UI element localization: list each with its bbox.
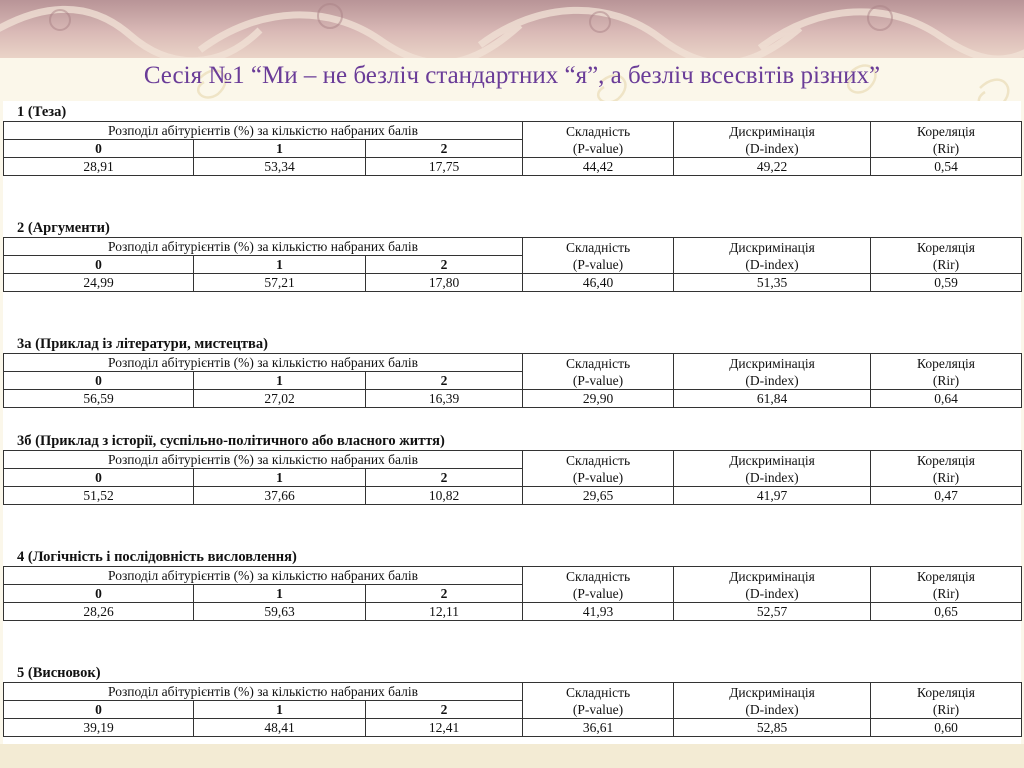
score-1-value: 53,34 bbox=[194, 158, 366, 176]
table-row bbox=[4, 487, 1022, 505]
distribution-header: Розподіл абітурієнтів (%) за кількістю набраних балів bbox=[4, 238, 523, 256]
discrimination-header: Дискримінація (D-index) bbox=[674, 238, 871, 274]
score-2-header: 2 bbox=[366, 469, 523, 487]
table-row bbox=[4, 719, 1022, 737]
correlation-header: Кореляція (Rir) bbox=[871, 122, 1022, 158]
score-1-header: 1 bbox=[194, 701, 366, 719]
score-0-value: 51,52 bbox=[4, 487, 194, 505]
section-1 bbox=[3, 103, 1021, 176]
correlation-header: Кореляція (Rir) bbox=[871, 567, 1022, 603]
decorative-bottom-band bbox=[0, 744, 1024, 768]
section-title: 1 (Теза) bbox=[17, 104, 67, 120]
score-1-value: 48,41 bbox=[194, 719, 366, 737]
distribution-header: Розподіл абітурієнтів (%) за кількістю набраних балів bbox=[4, 354, 523, 372]
discrimination-header: Дискримінація (D-index) bbox=[674, 567, 871, 603]
stats-table bbox=[3, 450, 1022, 505]
correlation-value: 0,64 bbox=[871, 390, 1022, 408]
swirl-pattern-icon bbox=[0, 0, 1024, 58]
score-0-value: 39,19 bbox=[4, 719, 194, 737]
score-1-value: 37,66 bbox=[194, 487, 366, 505]
correlation-value: 0,59 bbox=[871, 274, 1022, 292]
score-1-value: 59,63 bbox=[194, 603, 366, 621]
score-0-header: 0 bbox=[4, 140, 194, 158]
distribution-header: Розподіл абітурієнтів (%) за кількістю набраних балів bbox=[4, 683, 523, 701]
correlation-value: 0,60 bbox=[871, 719, 1022, 737]
decorative-top-band bbox=[0, 0, 1024, 58]
score-2-value: 17,75 bbox=[366, 158, 523, 176]
score-1-value: 27,02 bbox=[194, 390, 366, 408]
section-title: 5 (Висновок) bbox=[17, 665, 101, 681]
section-title: 3б (Приклад з історії, суспільно-політичного або власного життя) bbox=[17, 433, 445, 449]
score-2-value: 12,41 bbox=[366, 719, 523, 737]
stats-table bbox=[3, 682, 1022, 737]
stats-table bbox=[3, 353, 1022, 408]
section-title: 2 (Аргументи) bbox=[17, 220, 110, 236]
statistics-content bbox=[3, 101, 1021, 746]
difficulty-value: 29,90 bbox=[523, 390, 674, 408]
difficulty-header: Складність (P-value) bbox=[523, 567, 674, 603]
distribution-header: Розподіл абітурієнтів (%) за кількістю набраних балів bbox=[4, 122, 523, 140]
score-1-value: 57,21 bbox=[194, 274, 366, 292]
score-2-value: 17,80 bbox=[366, 274, 523, 292]
score-0-value: 24,99 bbox=[4, 274, 194, 292]
score-1-header: 1 bbox=[194, 140, 366, 158]
correlation-value: 0,54 bbox=[871, 158, 1022, 176]
stats-table bbox=[3, 237, 1022, 292]
discrimination-value: 41,97 bbox=[674, 487, 871, 505]
stats-table bbox=[3, 121, 1022, 176]
difficulty-value: 36,61 bbox=[523, 719, 674, 737]
score-2-header: 2 bbox=[366, 140, 523, 158]
score-1-header: 1 bbox=[194, 469, 366, 487]
section-title: 3а (Приклад із літератури, мистецтва) bbox=[17, 336, 268, 352]
correlation-value: 0,65 bbox=[871, 603, 1022, 621]
discrimination-value: 52,85 bbox=[674, 719, 871, 737]
score-0-header: 0 bbox=[4, 469, 194, 487]
discrimination-header: Дискримінація (D-index) bbox=[674, 354, 871, 390]
section-3b bbox=[3, 432, 1021, 505]
score-2-header: 2 bbox=[366, 256, 523, 274]
difficulty-value: 29,65 bbox=[523, 487, 674, 505]
score-2-header: 2 bbox=[366, 701, 523, 719]
score-0-value: 56,59 bbox=[4, 390, 194, 408]
section-5 bbox=[3, 664, 1021, 737]
discrimination-value: 49,22 bbox=[674, 158, 871, 176]
stats-table bbox=[3, 566, 1022, 621]
difficulty-value: 41,93 bbox=[523, 603, 674, 621]
section-title: 4 (Логічність і послідовність висловлення) bbox=[17, 549, 297, 565]
table-row bbox=[4, 274, 1022, 292]
score-2-header: 2 bbox=[366, 372, 523, 390]
score-1-header: 1 bbox=[194, 372, 366, 390]
table-row bbox=[4, 158, 1022, 176]
score-2-value: 12,11 bbox=[366, 603, 523, 621]
correlation-header: Кореляція (Rir) bbox=[871, 451, 1022, 487]
table-row bbox=[4, 603, 1022, 621]
distribution-header: Розподіл абітурієнтів (%) за кількістю набраних балів bbox=[4, 567, 523, 585]
correlation-value: 0,47 bbox=[871, 487, 1022, 505]
score-2-value: 16,39 bbox=[366, 390, 523, 408]
difficulty-value: 46,40 bbox=[523, 274, 674, 292]
discrimination-value: 52,57 bbox=[674, 603, 871, 621]
table-row bbox=[4, 390, 1022, 408]
slide-title: Сесія №1 “Ми – не безліч стандартних “я”, а безліч всесвітів різних” bbox=[143, 62, 881, 89]
difficulty-header: Складність (P-value) bbox=[523, 354, 674, 390]
section-3a bbox=[3, 335, 1021, 408]
score-0-value: 28,26 bbox=[4, 603, 194, 621]
score-1-header: 1 bbox=[194, 585, 366, 603]
discrimination-header: Дискримінація (D-index) bbox=[674, 451, 871, 487]
score-2-header: 2 bbox=[366, 585, 523, 603]
discrimination-value: 61,84 bbox=[674, 390, 871, 408]
score-0-header: 0 bbox=[4, 701, 194, 719]
correlation-header: Кореляція (Rir) bbox=[871, 238, 1022, 274]
difficulty-header: Складність (P-value) bbox=[523, 451, 674, 487]
difficulty-header: Складність (P-value) bbox=[523, 122, 674, 158]
score-0-header: 0 bbox=[4, 585, 194, 603]
correlation-header: Кореляція (Rir) bbox=[871, 683, 1022, 719]
discrimination-header: Дискримінація (D-index) bbox=[674, 683, 871, 719]
score-2-value: 10,82 bbox=[366, 487, 523, 505]
difficulty-header: Складність (P-value) bbox=[523, 238, 674, 274]
section-4 bbox=[3, 548, 1021, 621]
score-0-header: 0 bbox=[4, 372, 194, 390]
score-1-header: 1 bbox=[194, 256, 366, 274]
distribution-header: Розподіл абітурієнтів (%) за кількістю набраних балів bbox=[4, 451, 523, 469]
section-2 bbox=[3, 219, 1021, 292]
correlation-header: Кореляція (Rir) bbox=[871, 354, 1022, 390]
score-0-value: 28,91 bbox=[4, 158, 194, 176]
discrimination-value: 51,35 bbox=[674, 274, 871, 292]
discrimination-header: Дискримінація (D-index) bbox=[674, 122, 871, 158]
difficulty-value: 44,42 bbox=[523, 158, 674, 176]
difficulty-header: Складність (P-value) bbox=[523, 683, 674, 719]
score-0-header: 0 bbox=[4, 256, 194, 274]
